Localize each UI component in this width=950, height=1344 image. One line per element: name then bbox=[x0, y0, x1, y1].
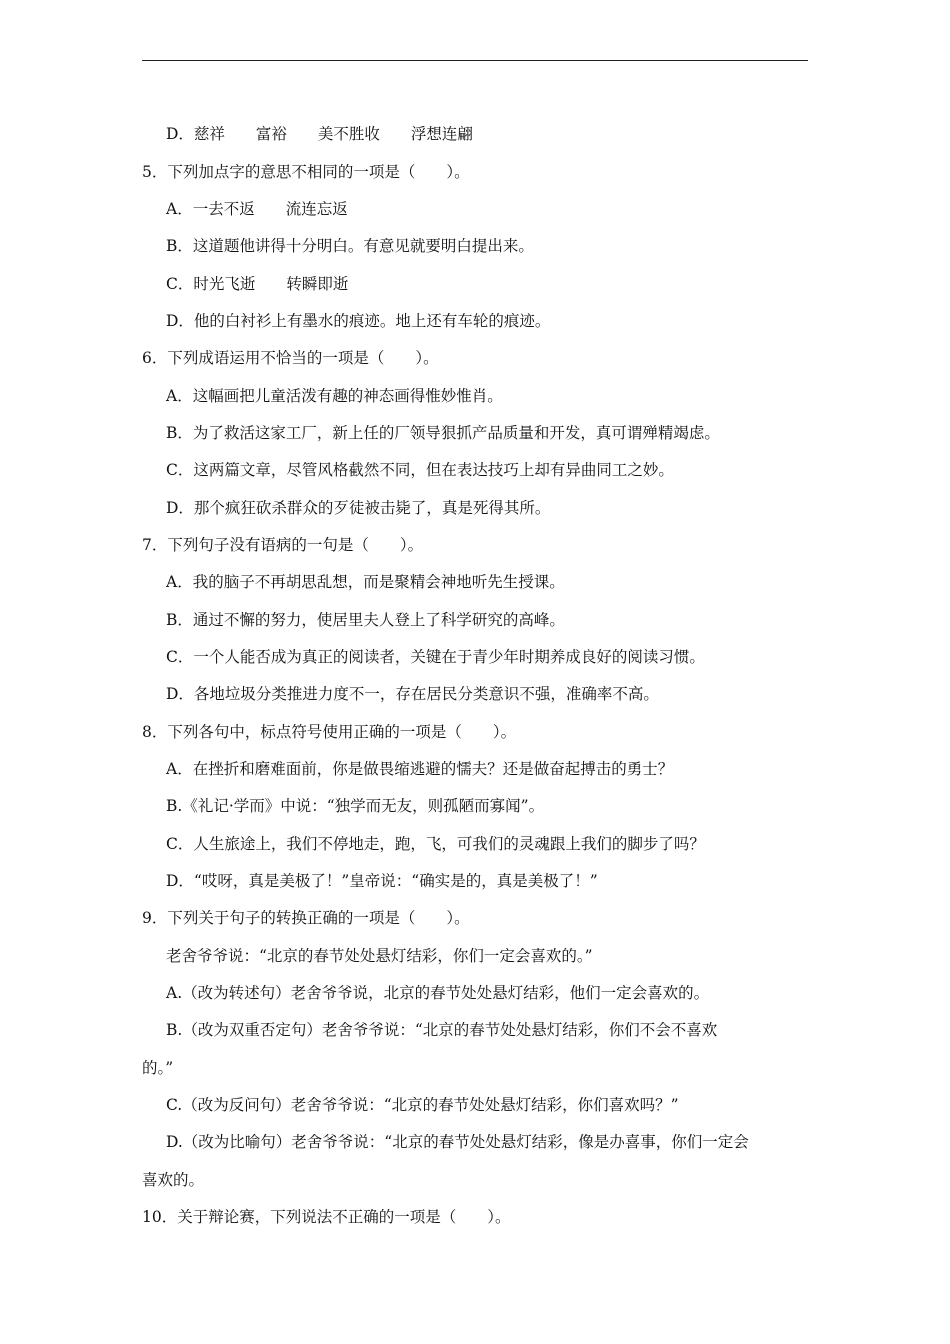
q5-option-a: A．一去不返 流连忘返 bbox=[166, 200, 348, 218]
q7-option-c: C．一个人能否成为真正的阅读者，关键在于青少年时期养成良好的阅读习惯。 bbox=[166, 648, 705, 666]
q7-stem: 7．下列句子没有语病的一句是（ ）。 bbox=[142, 536, 424, 554]
q8-option-b: B.《礼记·学而》中说：“独学而无友，则孤陋而寡闻”。 bbox=[166, 797, 545, 815]
q8-option-c: C．人生旅途上，我们不停地走，跑，飞，可我们的灵魂跟上我们的脚步了吗？ bbox=[166, 835, 705, 853]
q7-option-b: B．通过不懈的努力，使居里夫人登上了科学研究的高峰。 bbox=[166, 611, 565, 629]
q9-option-d-continued: 喜欢的。 bbox=[142, 1171, 205, 1189]
q7-option-d: D．各地垃圾分类推进力度不一，存在居民分类意识不强，准确率不高。 bbox=[166, 685, 659, 703]
q5-option-b: B．这道题他讲得十分明白。有意见就要明白提出来。 bbox=[166, 237, 534, 255]
q4-option-d: D．慈祥 富裕 美不胜收 浮想连翩 bbox=[166, 125, 473, 143]
q5-option-d: D．他的白衬衫上有墨水的痕迹。地上还有车轮的痕迹。 bbox=[166, 312, 551, 330]
q8-option-d: D．“哎呀，真是美极了！”皇帝说：“确实是的，真是美极了！” bbox=[166, 872, 598, 890]
q9-option-b-continued: 的。” bbox=[142, 1059, 174, 1077]
q9-source-sentence: 老舍爷爷说：“北京的春节处处悬灯结彩，你们一定会喜欢的。” bbox=[166, 947, 593, 965]
q6-option-a: A．这幅画把儿童活泼有趣的神态画得惟妙惟肖。 bbox=[166, 387, 503, 405]
header-rule bbox=[142, 60, 808, 61]
q8-stem: 8．下列各句中，标点符号使用正确的一项是（ ）。 bbox=[142, 723, 517, 741]
q9-option-a: A.（改为转述句）老舍爷爷说，北京的春节处处悬灯结彩，他们一定会喜欢的。 bbox=[166, 984, 710, 1002]
q7-option-a: A．我的脑子不再胡思乱想，而是聚精会神地听先生授课。 bbox=[166, 573, 565, 591]
q6-option-c: C．这两篇文章，尽管风格截然不同，但在表达技巧上却有异曲同工之妙。 bbox=[166, 461, 674, 479]
q9-stem: 9．下列关于句子的转换正确的一项是（ ）。 bbox=[142, 909, 470, 927]
q9-option-b: B.（改为双重否定句）老舍爷爷说：“北京的春节处处悬灯结彩，你们不会不喜欢 bbox=[166, 1021, 718, 1039]
q6-stem: 6．下列成语运用不恰当的一项是（ ）。 bbox=[142, 349, 439, 367]
q8-option-a: A．在挫折和磨难面前，你是做畏缩逃避的懦夫？还是做奋起搏击的勇士？ bbox=[166, 760, 674, 778]
q6-option-d: D．那个疯狂砍杀群众的歹徒被击毙了，真是死得其所。 bbox=[166, 499, 551, 517]
q6-option-b: B．为了救活这家工厂，新上任的厂领导狠抓产品质量和开发，真可谓殚精竭虑。 bbox=[166, 424, 720, 442]
q9-option-c: C.（改为反问句）老舍爷爷说：“北京的春节处处悬灯结彩，你们喜欢吗？” bbox=[166, 1096, 679, 1114]
q5-stem: 5．下列加点字的意思不相同的一项是（ ）。 bbox=[142, 163, 470, 181]
q5-option-c: C．时光飞逝 转瞬即逝 bbox=[166, 275, 349, 293]
q9-option-d: D.（改为比喻句）老舍爷爷说：“北京的春节处处悬灯结彩，像是办喜事，你们一定会 bbox=[166, 1133, 749, 1151]
q10-stem: 10．关于辩论赛，下列说法不正确的一项是（ ）。 bbox=[142, 1208, 511, 1226]
